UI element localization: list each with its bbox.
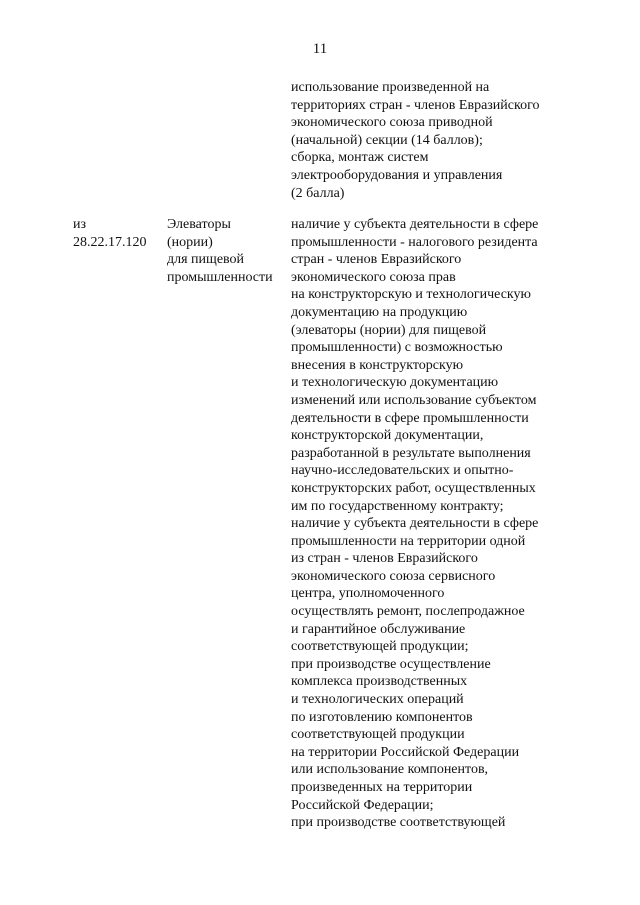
requirement-text-line: экономического союза прав	[291, 269, 456, 285]
requirement-text-line: экономического союза сервисного	[291, 568, 496, 584]
requirement-text-line: при производстве осуществление	[291, 656, 491, 672]
requirement-text-line: внесения в конструкторскую	[291, 357, 464, 373]
requirement-text-line: изменений или использование субъектом	[291, 392, 537, 408]
continuation-text-block	[291, 79, 540, 202]
requirement-text-line: (элеваторы (нории) для пищевой	[291, 322, 487, 338]
continuation-text-line: (2 балла)	[291, 185, 345, 201]
requirement-text-line: соответствующей продукции	[291, 727, 465, 743]
requirement-text-line: наличие у субъекта деятельности в сфере	[291, 516, 539, 532]
requirement-text-line: наличие у субъекта деятельности в сфере	[291, 217, 539, 232]
product-name-cell	[167, 216, 273, 286]
product-name-line: (нории)	[167, 234, 213, 250]
continuation-text-line: использование произведенной на	[291, 80, 490, 95]
requirement-text-line: центра, уполномоченного	[291, 586, 445, 602]
page-number: 11	[312, 41, 328, 57]
continuation-text-line: экономического союза приводной	[291, 115, 493, 131]
requirement-text-line: деятельности в сфере промышленности	[291, 410, 529, 426]
product-name-line: для пищевой	[167, 252, 245, 268]
requirement-text-line: произведенных на территории	[291, 780, 473, 795]
product-code-line: из	[73, 217, 87, 232]
continuation-text-line: территориях стран - членов Евразийского	[291, 97, 540, 113]
requirement-text-line: комплекса производственных	[291, 674, 468, 690]
product-code-cell	[73, 216, 147, 251]
requirement-text-line: или использование компонентов,	[291, 762, 489, 778]
requirements-cell	[291, 216, 538, 832]
product-name-line: промышленности	[167, 269, 273, 285]
requirement-text-line: на территории Российской Федерации	[291, 744, 520, 760]
requirement-text-line: и технологическую документацию	[291, 375, 499, 391]
requirement-text-line: и технологических операций	[291, 692, 464, 708]
requirement-text-line: Российской Федерации;	[291, 797, 434, 813]
requirement-text-line: на конструкторскую и технологическую	[291, 287, 531, 303]
requirement-text-line: осуществлять ремонт, послепродажное	[291, 604, 525, 620]
continuation-text-line: (начальной) секции (14 баллов);	[291, 132, 483, 148]
requirement-text-line: и гарантийное обслуживание	[291, 621, 466, 637]
requirement-text-line: конструкторских работ, осуществленных	[291, 480, 536, 496]
requirement-text-line: промышленности - налогового резидента	[291, 234, 538, 250]
requirement-text-line: соответствующей продукции;	[291, 639, 469, 655]
requirement-text-line: разработанной в результате выполнения	[291, 445, 531, 461]
requirement-text-line: по изготовлению компонентов	[291, 709, 473, 725]
requirement-text-line: документацию на продукцию	[291, 304, 468, 320]
requirement-text-line: стран - членов Евразийского	[291, 252, 462, 268]
requirement-text-line: научно-исследовательских и опытно-	[291, 463, 514, 479]
product-code-line: 28.22.17.120	[73, 234, 147, 250]
requirement-text-line: при производстве соответствующей	[291, 815, 506, 831]
product-name-line: Элеваторы	[167, 217, 231, 232]
requirement-text-line: им по государственному контракту;	[291, 498, 504, 514]
continuation-text-line: электрооборудования и управления	[291, 167, 503, 183]
requirement-text-line: конструкторской документации,	[291, 428, 484, 444]
requirement-text-line: из стран - членов Евразийского	[291, 551, 478, 567]
requirement-text-line: промышленности на территории одной	[291, 533, 526, 549]
requirement-text-line: промышленности) с возможностью	[291, 340, 503, 356]
continuation-text-line: сборка, монтаж систем	[291, 150, 429, 166]
